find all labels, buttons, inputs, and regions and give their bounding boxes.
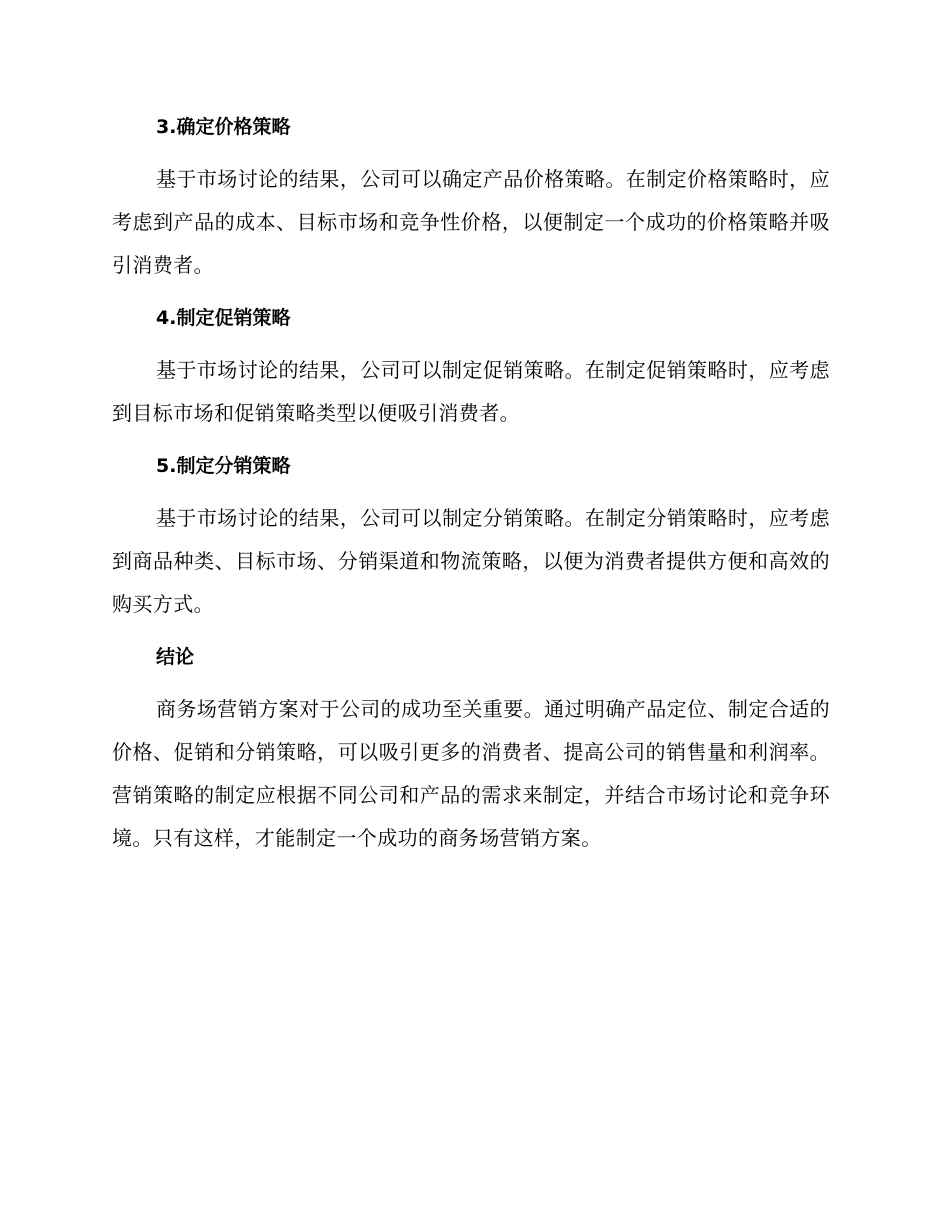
section-heading-pricing: 3.确定价格策略 (156, 116, 291, 138)
paragraph-promotion: 基于市场讨论的结果，公司可以制定促销策略。在制定促销策略时，应考虑到目标市场和促销策略类型以便吸引消费者。 (112, 358, 830, 425)
paragraph-conclusion: 商务场营销方案对于公司的成功至关重要。通过明确产品定位、制定合适的价格、促销和分销策略，可以吸引更多的消费者、提高公司的销售量和利润率。营销策略的制定应根据不同公司和产品的需求来制定，并结合市场讨论和竞争环境。只有这样，才能制定一个成功的商务场营销方案。 (112, 697, 830, 850)
section-heading-conclusion: 结论 (156, 646, 195, 668)
paragraph-pricing: 基于市场讨论的结果，公司可以确定产品价格策略。在制定价格策略时，应考虑到产品的成本、目标市场和竞争性价格，以便制定一个成功的价格策略并吸引消费者。 (112, 167, 830, 277)
document-page (112, 110, 830, 874)
section-heading-distribution: 5.制定分销策略 (156, 455, 291, 477)
section-heading-promotion: 4.制定促销策略 (156, 307, 291, 329)
paragraph-distribution: 基于市场讨论的结果，公司可以制定分销策略。在制定分销策略时，应考虑到商品种类、目标市场、分销渠道和物流策略，以便为消费者提供方便和高效的购买方式。 (112, 506, 830, 616)
